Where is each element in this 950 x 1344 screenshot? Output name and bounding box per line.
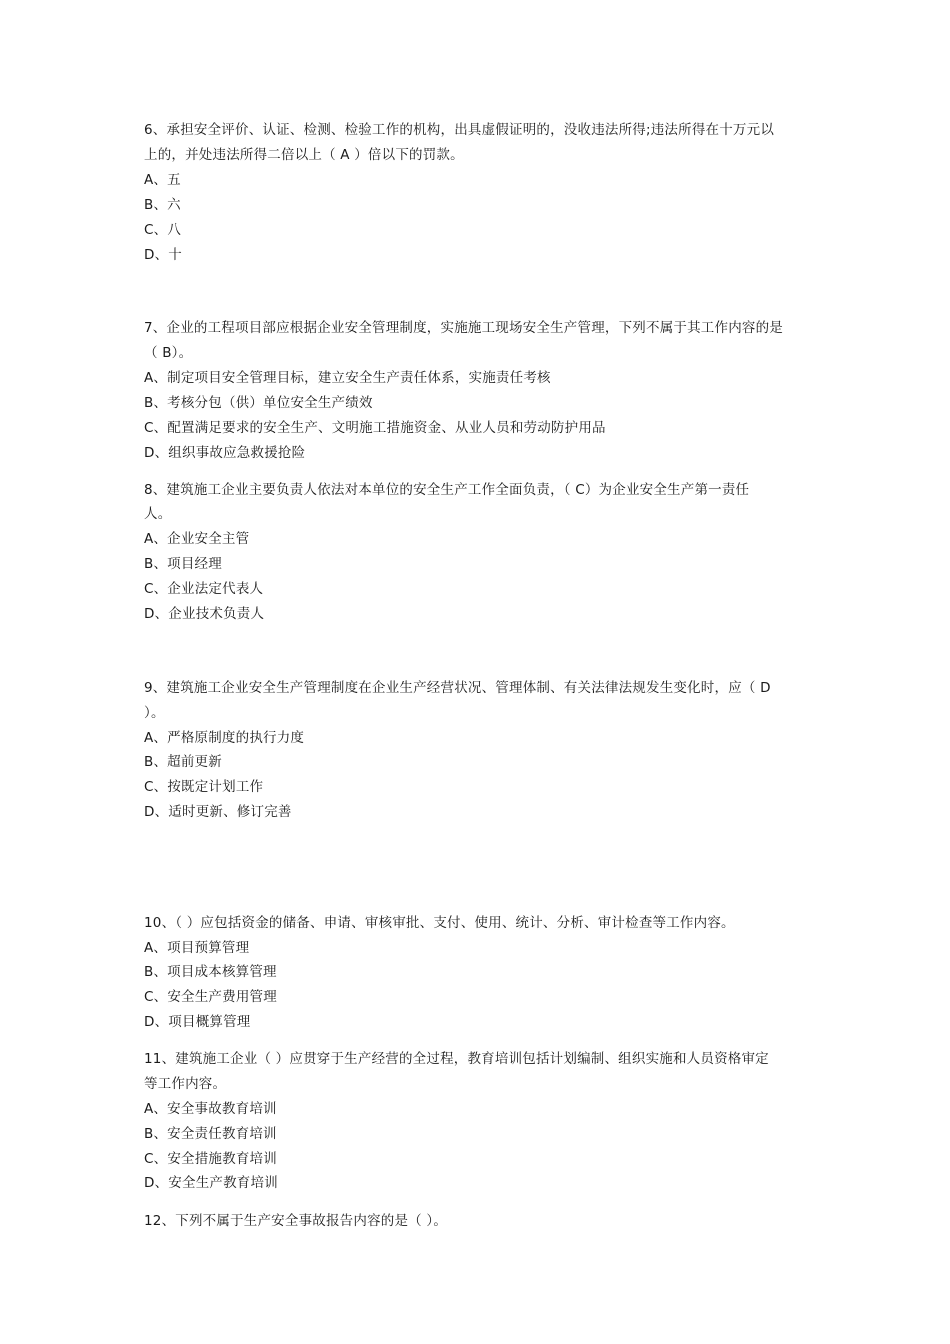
question-9-option-a: A、严格原制度的执行力度 xyxy=(144,730,305,746)
question-10-text-line-1: 10、（ ）应包括资金的储备、申请、审核审批、支付、使用、统计、分析、审计检查等工作内容。 xyxy=(144,915,735,931)
question-8-option-c: C、企业法定代表人 xyxy=(144,581,264,597)
question-6-option-c: C、八 xyxy=(144,222,182,238)
question-7-option-a: A、制定项目安全管理目标，建立安全生产责任体系，实施责任考核 xyxy=(144,370,551,386)
question-6-option-b: B、六 xyxy=(144,197,181,213)
question-11-text-line-2: 等工作内容。 xyxy=(144,1076,227,1092)
question-8-text-line-2: 人。 xyxy=(144,506,172,522)
question-7-option-c: C、配置满足要求的安全生产、文明施工措施资金、从业人员和劳动防护用品 xyxy=(144,420,606,436)
question-10-option-a: A、项目预算管理 xyxy=(144,940,250,956)
question-8-option-d: D、企业技术负责人 xyxy=(144,606,265,622)
question-9-text-line-1: 9、建筑施工企业安全生产管理制度在企业生产经营状况、管理体制、有关法律法规发生变化时，应（ D xyxy=(144,680,771,696)
question-11-option-a: A、安全事故教育培训 xyxy=(144,1101,277,1117)
question-7-text-line-2: （ B）。 xyxy=(144,345,193,361)
question-11-option-b: B、安全责任教育培训 xyxy=(144,1126,277,1142)
question-11-option-c: C、安全措施教育培训 xyxy=(144,1151,277,1167)
question-9-option-d: D、适时更新、修订完善 xyxy=(144,804,292,820)
question-9-option-c: C、按既定计划工作 xyxy=(144,779,264,795)
question-6-option-d: D、十 xyxy=(144,247,182,263)
question-10-option-c: C、安全生产费用管理 xyxy=(144,989,277,1005)
question-7-option-b: B、考核分包（供）单位安全生产绩效 xyxy=(144,395,373,411)
question-8-text-line-1: 8、建筑施工企业主要负责人依法对本单位的安全生产工作全面负责，（ C）为企业安全生产第一责任 xyxy=(144,482,750,498)
question-7-option-d: D、组织事故应急救援抢险 xyxy=(144,445,306,461)
question-11-option-d: D、安全生产教育培训 xyxy=(144,1175,278,1191)
question-10-option-d: D、项目概算管理 xyxy=(144,1014,251,1030)
question-9-option-b: B、超前更新 xyxy=(144,754,222,770)
question-10-option-b: B、项目成本核算管理 xyxy=(144,964,277,980)
question-12-text-line-1: 12、下列不属于生产安全事故报告内容的是（ ）。 xyxy=(144,1213,448,1229)
question-6-option-a: A、五 xyxy=(144,172,181,188)
question-11-text-line-1: 11、建筑施工企业（ ）应贯穿于生产经营的全过程，教育培训包括计划编制、组织实施和人员资格审定 xyxy=(144,1051,769,1067)
question-6-text-line-2: 上的，并处违法所得二倍以上（ A ）倍以下的罚款。 xyxy=(144,147,464,163)
question-7-text-line-1: 7、企业的工程项目部应根据企业安全管理制度，实施施工现场安全生产管理，下列不属于其工作内容的是 xyxy=(144,320,783,336)
question-8-option-b: B、项目经理 xyxy=(144,556,222,572)
question-6-text-line-1: 6、承担安全评价、认证、检测、检验工作的机构，出具虚假证明的，没收违法所得;违法所得在十万元以 xyxy=(144,122,775,138)
question-9-text-line-2: ）。 xyxy=(144,705,165,721)
question-8-option-a: A、企业安全主管 xyxy=(144,531,250,547)
